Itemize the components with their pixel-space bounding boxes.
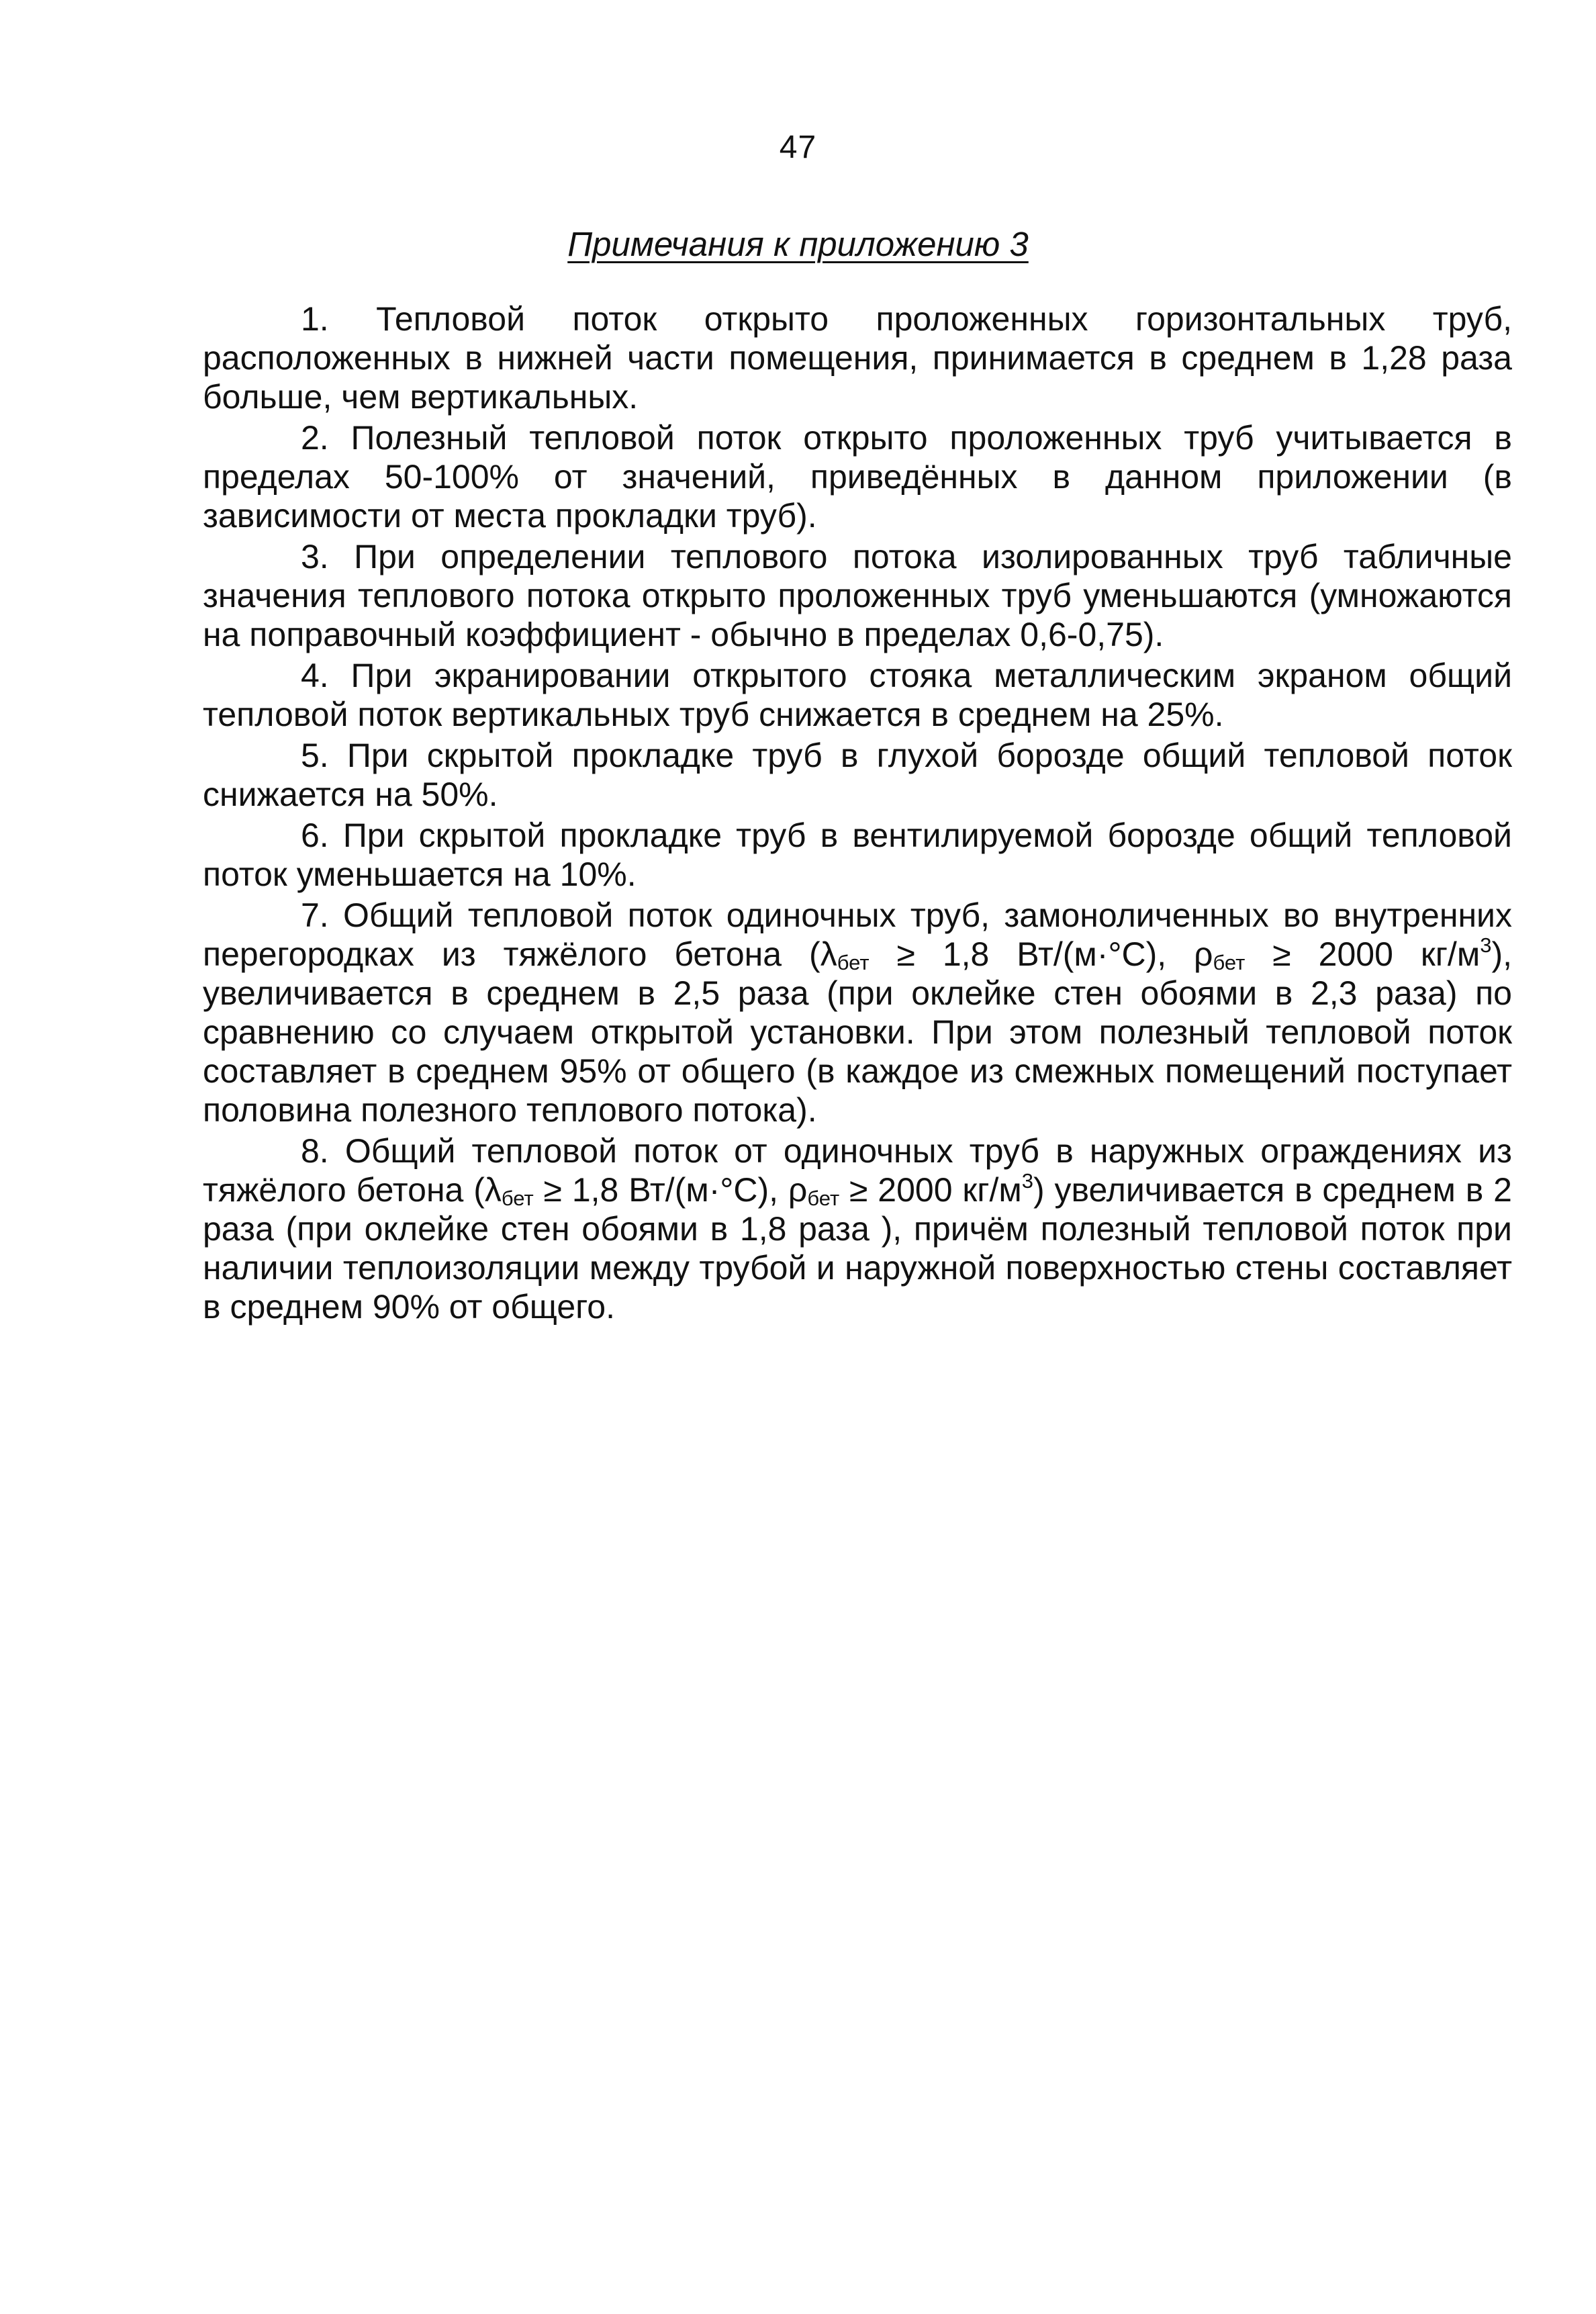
note-text: При экранировании открытого стояка металлическим экраном общий тепловой поток вертикальных труб снижается в среднем на 25%. [203, 657, 1512, 733]
note-number: 3. [301, 538, 329, 575]
note-item [203, 1131, 1512, 1326]
note-number: 2. [301, 419, 329, 457]
note-number: 5. [301, 737, 329, 774]
notes-list [203, 299, 1512, 1328]
note-item [203, 816, 1512, 894]
note-item [203, 537, 1512, 654]
note-item [203, 736, 1512, 814]
note-text: Тепловой поток открыто проложенных горизонтальных труб, расположенных в нижней части помещения, принимается в среднем в 1,28 раза больше, чем вертикальных. [203, 300, 1512, 416]
note-item [203, 299, 1512, 416]
subscript-bet: бет [837, 951, 870, 974]
page-number: 47 [779, 130, 817, 165]
note-item [203, 418, 1512, 535]
note-text: При определении теплового потока изолированных труб табличные значения теплового потока открыто проложенных труб уменьшаются (умножаются на поправочный коэффициент - обычно в пределах 0,6-0,75). [203, 538, 1512, 653]
note-text-part: ≥ 1,8 Вт/(м·°С), ρ [869, 935, 1213, 973]
note-text-part: ≥ 2000 кг/м [839, 1171, 1022, 1209]
note-number: 6. [301, 817, 329, 854]
note-number: 7. [301, 896, 329, 934]
note-item [203, 896, 1512, 1129]
note-text-part: ≥ 1,8 Вт/(м·°С), ρ [533, 1171, 808, 1209]
note-text-part: ) увеличивается в среднем в 2 раза (при оклейке стен обоями в 1,8 раза ), причём полезный тепловой поток при наличии теплоизоляции между трубой и наружной поверхностью стены составляет в среднем 90% от общего. [203, 1171, 1512, 1326]
note-text-part: Общий тепловой поток одиночных труб, замоноличенных во внутренних перегородках из тяжёлого бетона (λ [203, 896, 1512, 973]
note-number: 4. [301, 657, 329, 694]
note-text: Полезный тепловой поток открыто проложенных труб учитывается в пределах 50-100% от значений, приведённых в данном приложении (в зависимости от места прокладки труб). [203, 419, 1512, 535]
page-title: Примечания к приложению 3 [567, 225, 1029, 263]
note-number: 1. [301, 300, 329, 338]
subscript-bet: бет [807, 1187, 840, 1210]
superscript-3: 3 [1021, 1169, 1034, 1193]
subscript-bet: бет [501, 1187, 534, 1210]
subscript-bet: бет [1213, 951, 1246, 974]
superscript-3: 3 [1480, 933, 1492, 957]
note-text-part: Общий тепловой поток от одиночных труб в наружных ограждениях из тяжёлого бетона (λ [203, 1132, 1512, 1209]
note-text-part: ≥ 2000 кг/м [1245, 935, 1481, 973]
note-text: При скрытой прокладке труб в глухой борозде общий тепловой поток снижается на 50%. [203, 737, 1512, 813]
note-text: При скрытой прокладке труб в вентилируемой борозде общий тепловой поток уменьшается на 10%. [203, 817, 1512, 893]
note-item [203, 656, 1512, 734]
note-number: 8. [301, 1132, 329, 1170]
note-text-part: ), увеличивается в среднем в 2,5 раза (при оклейке стен обоями в 2,3 раза) по сравнению со случаем открытой установки. При этом полезный тепловой поток составляет в среднем 95% от общего (в каждое из смежных помещений поступает половина полезного теплового потока). [203, 935, 1512, 1129]
